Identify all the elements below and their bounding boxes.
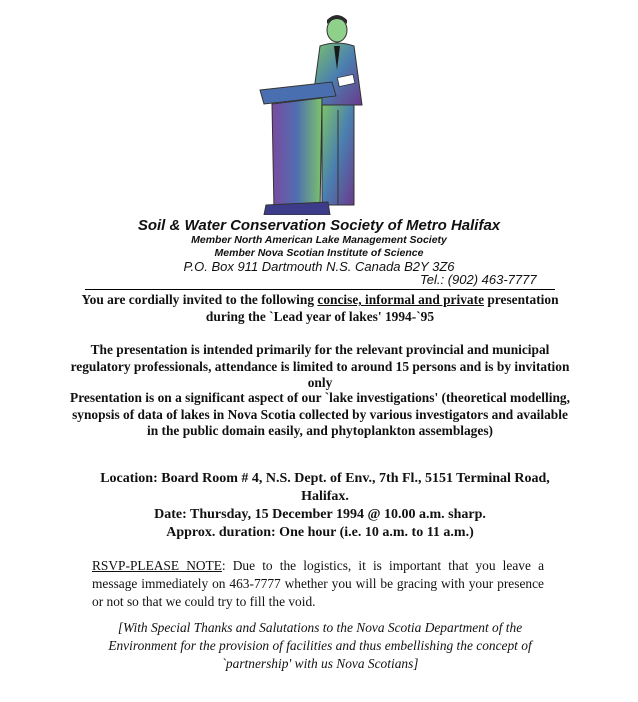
membership-line-1: Member North American Lake Management Society — [191, 234, 447, 246]
invitation-outro: presentation during the `Lead year of lakes' 1994-`95 — [205, 292, 559, 324]
audience-paragraph: The presentation is intended primarily for the relevant provincial and municipal regulatory professionals, attendance is limited to around 15 persons and is by invitation only — [70, 342, 570, 390]
rsvp-text: : Due to the logistics, it is important that you leave a message immediately on 463-7777 whether you will be gracing with your presence or not so that we could try to fill the void. — [92, 558, 545, 609]
invitation-emphasis: concise, informal and private — [317, 292, 485, 307]
membership-line-2: Member Nova Scotian Institute of Science — [214, 247, 424, 259]
location-line: Location: Board Room # 4, N.S. Dept. of Env., 7th Fl., 5151 Terminal Road, Halifax. — [100, 471, 550, 504]
header-divider — [85, 289, 555, 290]
invitation-intro: You are cordially invited to the following — [81, 292, 318, 307]
topic-paragraph: Presentation is on a significant aspect of our `lake investigations' (theoretical modelling, synopsis of data of lakes in Nova Scotia collected by various investigators and available in the public domain easily, and phytoplankton assemblages) — [70, 390, 570, 438]
telephone: Tel.: (902) 463-7777 — [420, 272, 537, 287]
duration-line: Approx. duration: One hour (i.e. 10 a.m. to 11 a.m.) — [166, 525, 474, 540]
date-line: Date: Thursday, 15 December 1994 @ 10.00 a.m. sharp. — [154, 507, 486, 522]
speaker-at-podium-illustration — [250, 10, 380, 215]
invitation-paragraph — [70, 292, 570, 325]
rsvp-label: RSVP-PLEASE NOTE — [92, 558, 222, 573]
organization-name: Soil & Water Conservation Society of Metro Halifax — [137, 217, 501, 234]
rsvp-paragraph — [92, 557, 544, 611]
acknowledgement-paragraph: [With Special Thanks and Salutations to the Nova Scotia Department of the Environment for the provision of facilities and thus embellishing the concept of `partnership' with us Nova Scotians] — [108, 620, 532, 671]
postal-address: P.O. Box 911 Dartmouth N.S. Canada B2Y 3Z6 — [183, 259, 455, 274]
